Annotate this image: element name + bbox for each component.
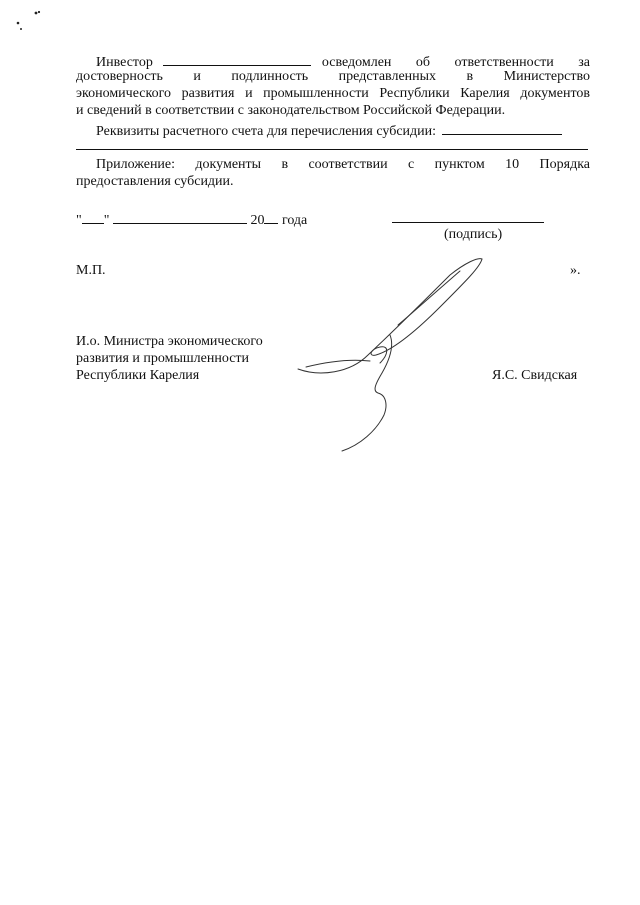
year-blank — [264, 209, 278, 224]
paragraph-line-2: достоверность и подлинность представленных в Министерство — [76, 69, 590, 84]
signature-caption: (подпись) — [444, 227, 503, 242]
month-blank — [113, 209, 247, 224]
investor-label: Инвестор — [96, 55, 153, 70]
paragraph-line-3: экономического развития и промышленности Республики Карелия документов — [76, 86, 590, 101]
investor-line-rest: осведомлен об ответственности за — [321, 55, 591, 70]
handwritten-signature — [290, 255, 500, 455]
attachment-line-2: предоставления субсидии. — [76, 174, 234, 189]
account-details-label: Реквизиты расчетного счета для перечисления субсидии: — [96, 124, 437, 139]
scan-specks — [14, 8, 54, 38]
investor-name-blank — [163, 51, 311, 66]
attachment-line-1 — [76, 156, 590, 173]
official-title-line-3: Республики Карелия — [76, 368, 200, 383]
official-title-line-2: развития и промышленности — [76, 351, 250, 366]
account-details-blank — [442, 120, 562, 135]
year-prefix: 20 — [250, 213, 265, 228]
account-details-underline — [76, 149, 588, 150]
closing-quote: ». — [570, 263, 581, 278]
date-quote-open: " — [76, 213, 82, 228]
signature-underline — [392, 222, 544, 223]
account-details-line — [96, 120, 562, 140]
date-quote-close: " — [103, 213, 110, 228]
stamp-placeholder: М.П. — [76, 263, 106, 278]
year-suffix: года — [281, 213, 308, 228]
date-line — [76, 209, 307, 229]
paragraph-line-4: и сведений в соответствии с законодательством Российской Федерации. — [76, 103, 506, 118]
official-title-line-1: И.о. Министра экономического — [76, 334, 263, 349]
official-name: Я.С. Свидская — [492, 368, 578, 383]
attachment-text: Приложение: документы в соответствии с пунктом 10 Порядка — [96, 157, 590, 172]
day-blank — [82, 209, 104, 224]
